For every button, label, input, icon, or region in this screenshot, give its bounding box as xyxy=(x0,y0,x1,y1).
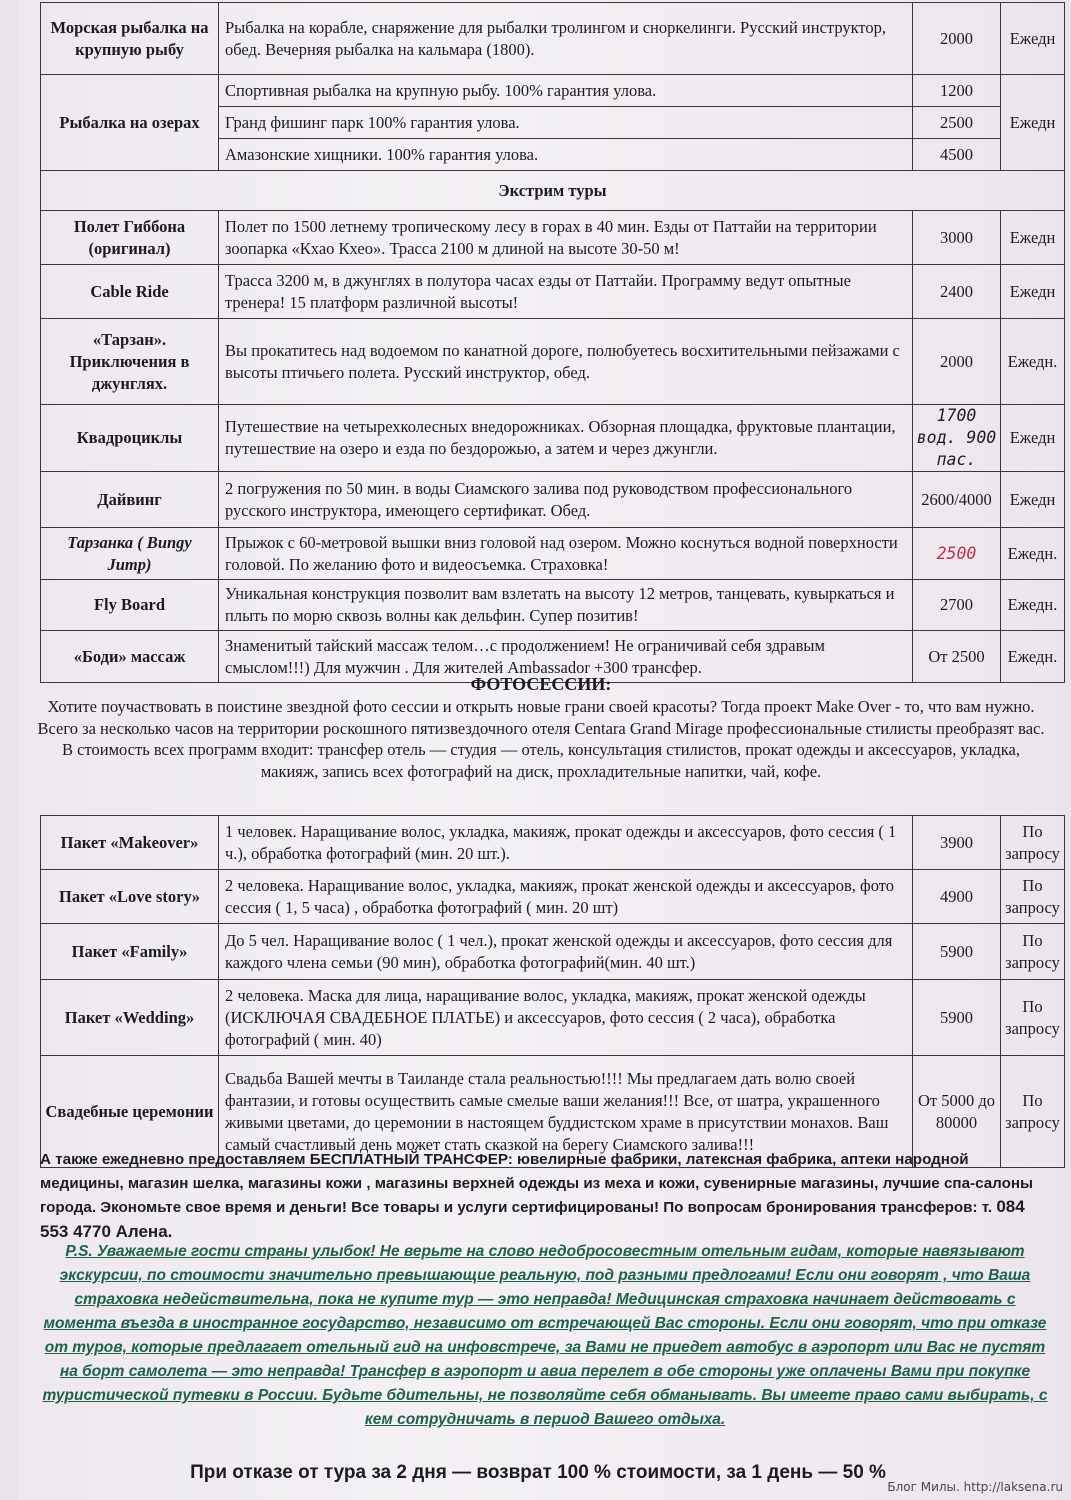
tour-days: Ежедн. xyxy=(1001,528,1065,580)
tour-name: Морская рыбалка на крупную рыбу xyxy=(41,3,219,75)
package-desc: 2 человека. Маска для лица, наращивание волос, укладка, макияж, прокат женской одежды (ИСКЛЮЧАЯ СВАДЕБНОЕ ПЛАТЬЕ) и аксессуаров, фото сессия ( 2 часа), обработка фотографий ( мин. 40) xyxy=(219,980,913,1056)
package-desc: 1 человек. Наращивание волос, укладка, макияж, прокат одежды и аксессуаров, фото сессия ( 1 ч.), обработка фотографий (мин. 20 шт.). xyxy=(219,816,913,870)
free-transfer-note xyxy=(40,1148,1050,1244)
table-row xyxy=(41,171,1065,211)
tour-days: Ежедн xyxy=(1001,265,1065,319)
table-row xyxy=(41,816,1065,870)
tour-price: 3000 xyxy=(913,211,1001,265)
package-desc: Свадьба Вашей мечты в Таиланде стала реальностью!!!! Мы предлагаем дать волю своей фантазии, и готовы осуществить самые смелые ваши желания!!! Все, от шатра, украшенного живыми цветами, до церемонии в настоящем буддистском храме в присутствии монахов. Ваш самый счастливый день может стать сказкой на берегу Сиамского залива!!! xyxy=(219,1056,913,1168)
table-row xyxy=(41,924,1065,980)
tour-days: Ежедн xyxy=(1001,472,1065,528)
package-price: 4900 xyxy=(913,870,1001,924)
tour-days: Ежедн. xyxy=(1001,319,1065,405)
tour-days: Ежедн xyxy=(1001,405,1065,472)
tour-days: Ежедн xyxy=(1001,3,1065,75)
table-row xyxy=(41,580,1065,631)
tour-name: Рыбалка на озерах xyxy=(41,75,219,171)
section-title: Экстрим туры xyxy=(41,171,1065,211)
tour-price: 2600/4000 xyxy=(913,472,1001,528)
package-days: По запросу xyxy=(1001,980,1065,1056)
package-price: 3900 xyxy=(913,816,1001,870)
table-row xyxy=(41,980,1065,1056)
table-row xyxy=(41,528,1065,580)
package-days: По запросу xyxy=(1001,1056,1065,1168)
package-name: Пакет «Love story» xyxy=(41,870,219,924)
package-days: По запросу xyxy=(1001,816,1065,870)
tour-price: 1200 xyxy=(913,75,1001,107)
transfer-phone: 084 553 4770 Алена. xyxy=(40,1197,1025,1241)
photo-intro xyxy=(36,672,1046,782)
tour-days: Ежедн. xyxy=(1001,580,1065,631)
tour-name: Дайвинг xyxy=(41,472,219,528)
tour-desc: Рыбалка на корабле, снаряжение для рыбалки тролингом и сноркелинги. Русский инструктор, обед. Вечерняя рыбалка на кальмара (1800). xyxy=(219,3,913,75)
price-list-sheet xyxy=(18,0,1058,1500)
package-desc: До 5 чел. Наращивание волос ( 1 чел.), прокат женской одежды и аксессуаров, фото сессия для каждого члена семьи (90 мин), обработка фотографий(мин. 40 шт.) xyxy=(219,924,913,980)
tour-desc: Гранд фишинг парк 100% гарантия улова. xyxy=(219,107,913,139)
tour-price: 2000 xyxy=(913,319,1001,405)
table-row xyxy=(41,405,1065,472)
tour-price: 2000 xyxy=(913,3,1001,75)
refund-policy: При отказе от тура за 2 дня — возврат 100 % стоимости, за 1 день — 50 % xyxy=(190,1462,886,1483)
tour-desc: Путешествие на четырехколесных внедорожниках. Обзорная площадка, фруктовые плантации, путешествие на озеро и езда по бездорожью, а затем и через джунгли. xyxy=(219,405,913,472)
tour-price: От 2500 xyxy=(913,631,1001,683)
package-name: Пакет «Makeover» xyxy=(41,816,219,870)
tour-price-handwritten: 2500 xyxy=(913,528,1001,580)
watermark: Блог Милы. http://laksena.ru xyxy=(887,1480,1063,1494)
photo-intro-text: Хотите поучаствовать в поистине звездной фото сессии и открыть новые грани своей красоты? Тогда проект Make Over - то, что вам нужно. Всего за несколько часов на территории роскошного пятизвездочного отеля Centara Grand Mirage профессиональные стилисты преобразят вас. В стоимость всех программ входит: трансфер отель — студия — отель, консультация стилистов, прокат одежды и аксессуаров, укладка, макияж, запись всех фотографий на диск, прохладительные напитки, чай, кофе. xyxy=(37,697,1045,781)
tour-price: 2700 xyxy=(913,580,1001,631)
table-row xyxy=(41,870,1065,924)
tour-name: Fly Board xyxy=(41,580,219,631)
tour-desc: Трасса 3200 м, в джунглях в полутора часах езды от Паттайи. Программу ведут опытные тренера! 15 платформ различной высоты! xyxy=(219,265,913,319)
photo-title: ФОТОСЕССИИ: xyxy=(470,674,612,694)
table-row xyxy=(41,75,1065,107)
tours-table xyxy=(40,2,1065,683)
transfer-text: А также ежедневно предоставляем БЕСПЛАТНЫЙ ТРАНСФЕР: ювелирные фабрики, латексная фабрика, аптеки народной медицины, магазин шелка, магазины кожи , магазины верхней одежды из меха и кожи, сувенирные магазины, лучшие спа-салоны города. Экономьте свое время и деньги! Все товары и услуги сертифицированы! По вопросам бронирования трансферов: т. xyxy=(40,1151,1034,1216)
package-price: 5900 xyxy=(913,980,1001,1056)
tour-days: Ежедн xyxy=(1001,211,1065,265)
tour-desc: Амазонские хищники. 100% гарантия улова. xyxy=(219,139,913,171)
tour-name: Тарзанка ( Bungy Jump) xyxy=(41,528,219,580)
tour-desc: Прыжок с 60-метровой вышки вниз головой над озером. Можно коснуться водной поверхности головой. По желанию фото и видеосъемка. Страховка! xyxy=(219,528,913,580)
package-desc: 2 человека. Наращивание волос, укладка, макияж, прокат женской одежды и аксессуаров, фото сессия ( 1, 5 часа) , обработка фотографий ( мин. 20 шт) xyxy=(219,870,913,924)
tour-desc: Знаменитый тайский массаж телом…с продолжением! Не ограничивай себя здравым смыслом!!!) Для мужчин . Для жителей Ambassador +300 трансфер. xyxy=(219,631,913,683)
package-price: 5900 xyxy=(913,924,1001,980)
tour-price: 2400 xyxy=(913,265,1001,319)
tour-days: Ежедн. xyxy=(1001,631,1065,683)
table-row xyxy=(41,472,1065,528)
tour-name: «Боди» массаж xyxy=(41,631,219,683)
tour-desc: Спортивная рыбалка на крупную рыбу. 100% гарантия улова. xyxy=(219,75,913,107)
tour-name: Квадроциклы xyxy=(41,405,219,472)
table-row xyxy=(41,211,1065,265)
package-price: От 5000 до 80000 xyxy=(913,1056,1001,1168)
tour-desc: Вы прокатитесь над водоемом по канатной дороге, полюбуетесь восхитительными пейзажами с высоты птичьего полета. Русский инструктор, обед. xyxy=(219,319,913,405)
package-name: Свадебные церемонии xyxy=(41,1056,219,1168)
package-name: Пакет «Family» xyxy=(41,924,219,980)
tour-name: Cable Ride xyxy=(41,265,219,319)
table-row xyxy=(41,319,1065,405)
tour-desc: Уникальная конструкция позволит вам взлетать на высоту 12 метров, танцевать, кувыркаться и плыть по морю сквозь волны как дельфин. Супер позитив! xyxy=(219,580,913,631)
tour-price-handwritten: 1700 вод. 900 пас. xyxy=(913,405,1001,472)
table-row xyxy=(41,265,1065,319)
tour-days: Ежедн xyxy=(1001,75,1065,171)
tour-desc: 2 погружения по 50 мин. в воды Сиамского залива под руководством профессионального русского инструктора, имеющего сертификат. Обед. xyxy=(219,472,913,528)
package-name: Пакет «Wedding» xyxy=(41,980,219,1056)
table-row xyxy=(41,3,1065,75)
tour-desc: Полет по 1500 летнему тропическому лесу в горах в 40 мин. Езды от Паттайи на территории зоопарка «Кхао Кхео». Трасса 2100 м длиной на высоте 30-50 м! xyxy=(219,211,913,265)
package-days: По запросу xyxy=(1001,870,1065,924)
ps-warning: P.S. Уважаемые гости страны улыбок! Не верьте на слово недобросовестным отельным гидам, которые навязывают экскурсии, по стоимости значительно превышающие реальную, под разными предлогами! Если они говорят , что Ваша страховка недействительна, пока не купите тур — это неправда! Медицинская страховка начинает действовать с момента въезда в иностранное государство, независимо от встречающей Вас стороны. Если они говорят, что при отказе от туров, которые предлагает отельный гид на инфовстрече, за Вами не приедет автобус в аэропорт или Вас не пустят на борт самолета — это неправда! Трансфер в аэропорт и авиа перелет в обе стороны уже оплачены Вами при покупке туристической путевки в России. Будьте бдительны, не позволяйте себя обманывать. Вы имеете право сами выбирать, с кем сотрудничать в период Вашего отдыха. xyxy=(42,1243,1048,1428)
tour-price: 4500 xyxy=(913,139,1001,171)
package-days: По запросу xyxy=(1001,924,1065,980)
tour-name: Полет Гиббона (оригинал) xyxy=(41,211,219,265)
tour-name: «Тарзан». Приключения в джунглях. xyxy=(41,319,219,405)
photo-table xyxy=(40,815,1065,1168)
tour-price: 2500 xyxy=(913,107,1001,139)
